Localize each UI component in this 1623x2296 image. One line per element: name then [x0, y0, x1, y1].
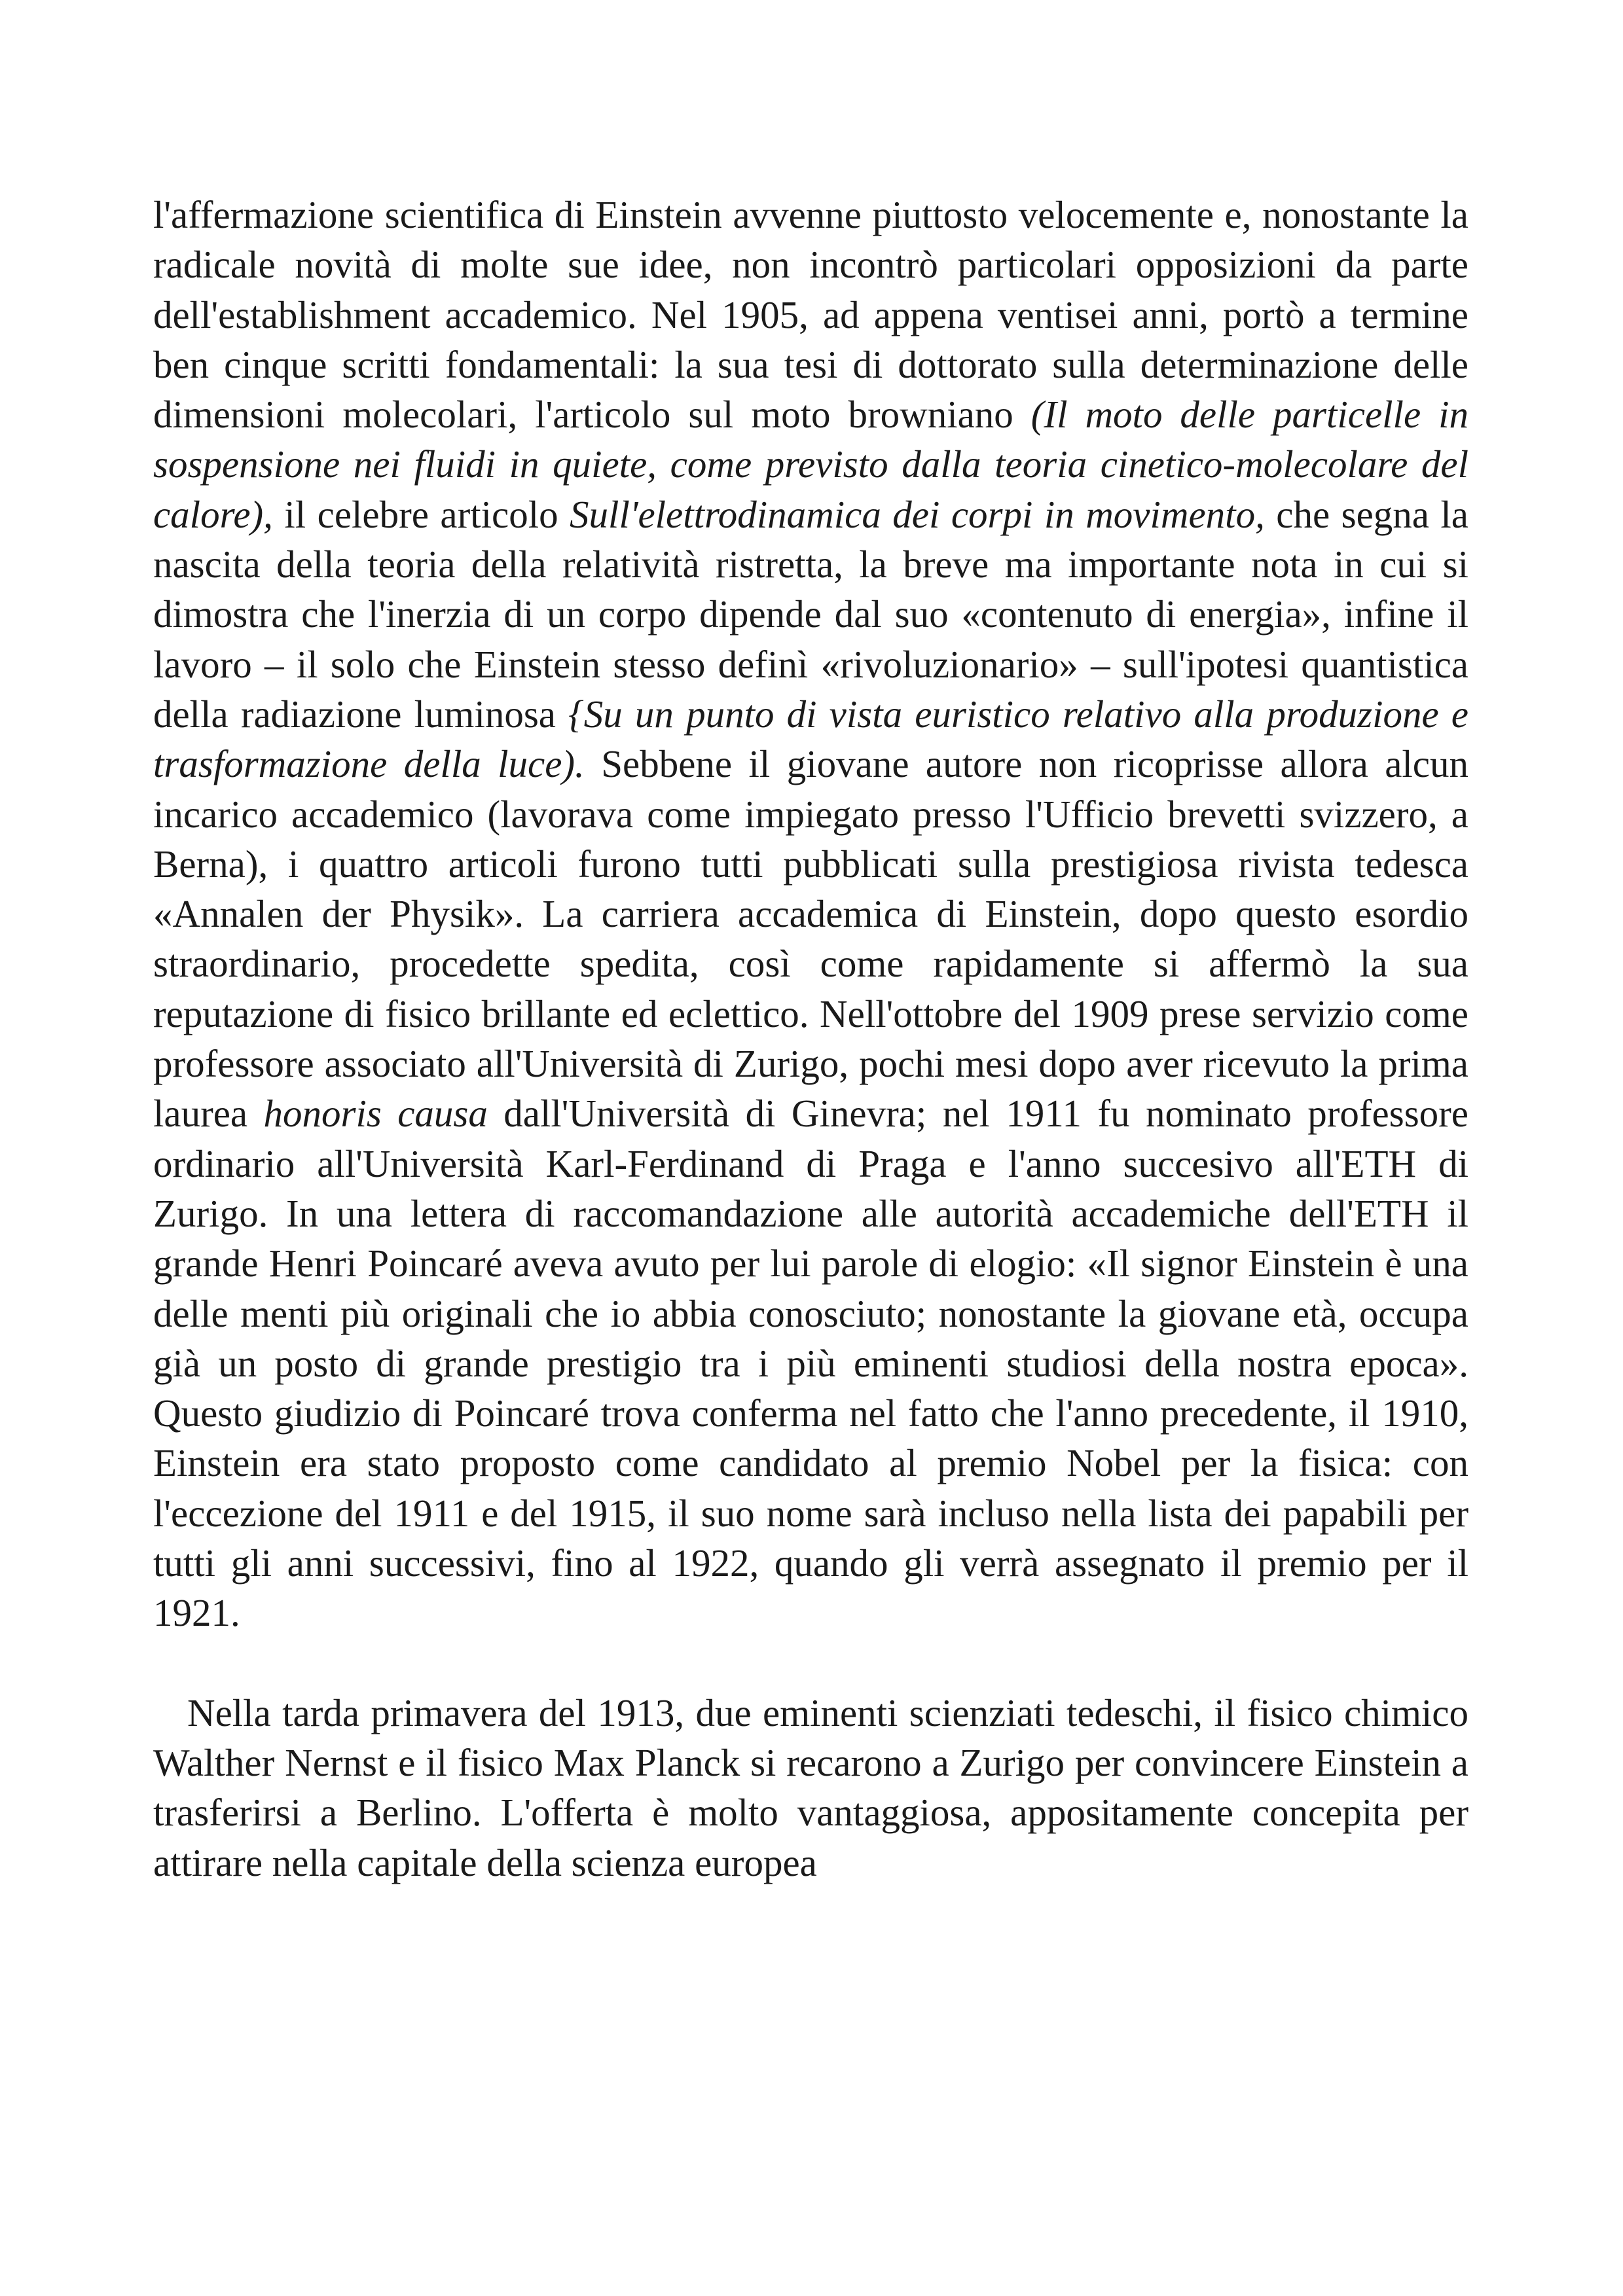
paragraph-2-text-1: Nella tarda primavera del 1913, due eminenti scienziati tedeschi, il fisico chimico Walther Nernst e il fisico Max Planck si recarono a Zurigo per convincere Einstein a trasferirsi a Berlino. L'offerta è molto vantaggiosa, appositamente concepita per attirare nella capitale della scienza europea — [153, 1691, 1468, 1884]
paragraph-1-text-5: dall'Università di Ginevra; nel 1911 fu nominato professore ordinario all'Università Karl-Ferdinand di Praga e l'anno succesivo all'ETH di Zurigo. In una lettera di raccomandazione alle autorità accademiche dell'ETH il grande Henri Poincaré aveva avuto per lui parole di elogio: «Il signor Einstein è una delle menti più originali che io abbia conosciuto; nonostante la giovane età, occupa già un posto di grande prestigio tra i più eminenti studiosi della nostra epoca». Questo giudizio di Poincaré trova conferma nel fatto che l'anno precedente, il 1910, Einstein era stato proposto come candidato al premio Nobel per la fisica: con l'eccezione del 1911 e del 1915, il suo nome sarà incluso nella lista dei papabili per tutti gli anni successivi, fino al 1922, quando gli verrà assegnato il premio per il 1921. — [153, 1092, 1468, 1635]
paragraph-1-italic-relativity-title: Sull'elettrodinamica dei corpi in movimento, — [570, 492, 1265, 536]
paragraph-1-text-1: l'affermazione scientifica di Einstein avvenne piuttosto velocemente e, nonostante la radicale novità di molte sue idee, non incontrò particolari opposizioni da parte dell'establishment accademico. Nel 1905, ad appena ventisei anni, portò a termine ben cinque scritti fondamentali: la sua tesi di dottorato sulla determinazione delle dimensioni molecolari, l'articolo sul moto browniano — [153, 193, 1468, 437]
paragraph-1-text-2: il celebre articolo — [272, 492, 570, 536]
paragraph-1-text-4: Sebbene il giovane autore non ricoprisse allora alcun incarico accademico (lavorava come impiegato presso l'Ufficio brevetti svizzero, a Berna), i quattro articoli furono tutti pubblicati sulla prestigiosa rivista tedesca «Annalen der Physik». La carriera accademica di Einstein, dopo questo esordio straordinario, procedette spedita, così come rapidamente si affermò la sua reputazione di fisico brillante ed eclettico. Nell'ottobre del 1909 prese servizio come professore associato all'Università di Zurigo, pochi mesi dopo aver ricevuto la prima laurea — [153, 742, 1468, 1136]
paragraph-2 — [153, 1688, 1468, 1888]
paragraph-1-italic-quantum-title: {Su un punto di vista euristico relativo alla produzione e trasformazione della luce). — [153, 692, 1468, 786]
paragraph-1-text-3: che segna la nascita della teoria della relatività ristretta, la breve ma importante nota in cui si dimostra che l'inerzia di un corpo dipende dal suo «contenuto di energia», infine il lavoro – il solo che Einstein stesso definì «rivoluzionario» – sull'ipotesi quantistica della radiazione luminosa — [153, 492, 1468, 736]
paragraph-1 — [153, 190, 1468, 1638]
paragraph-1-italic-honoris-causa: honoris causa — [263, 1092, 488, 1136]
paragraph-1-italic-brownian-title: (Il moto delle particelle in sospensione nei fluidi in quiete, come previsto dalla teoria cinetico-molecolare del calore), — [153, 393, 1469, 536]
body-text — [153, 190, 1468, 1888]
